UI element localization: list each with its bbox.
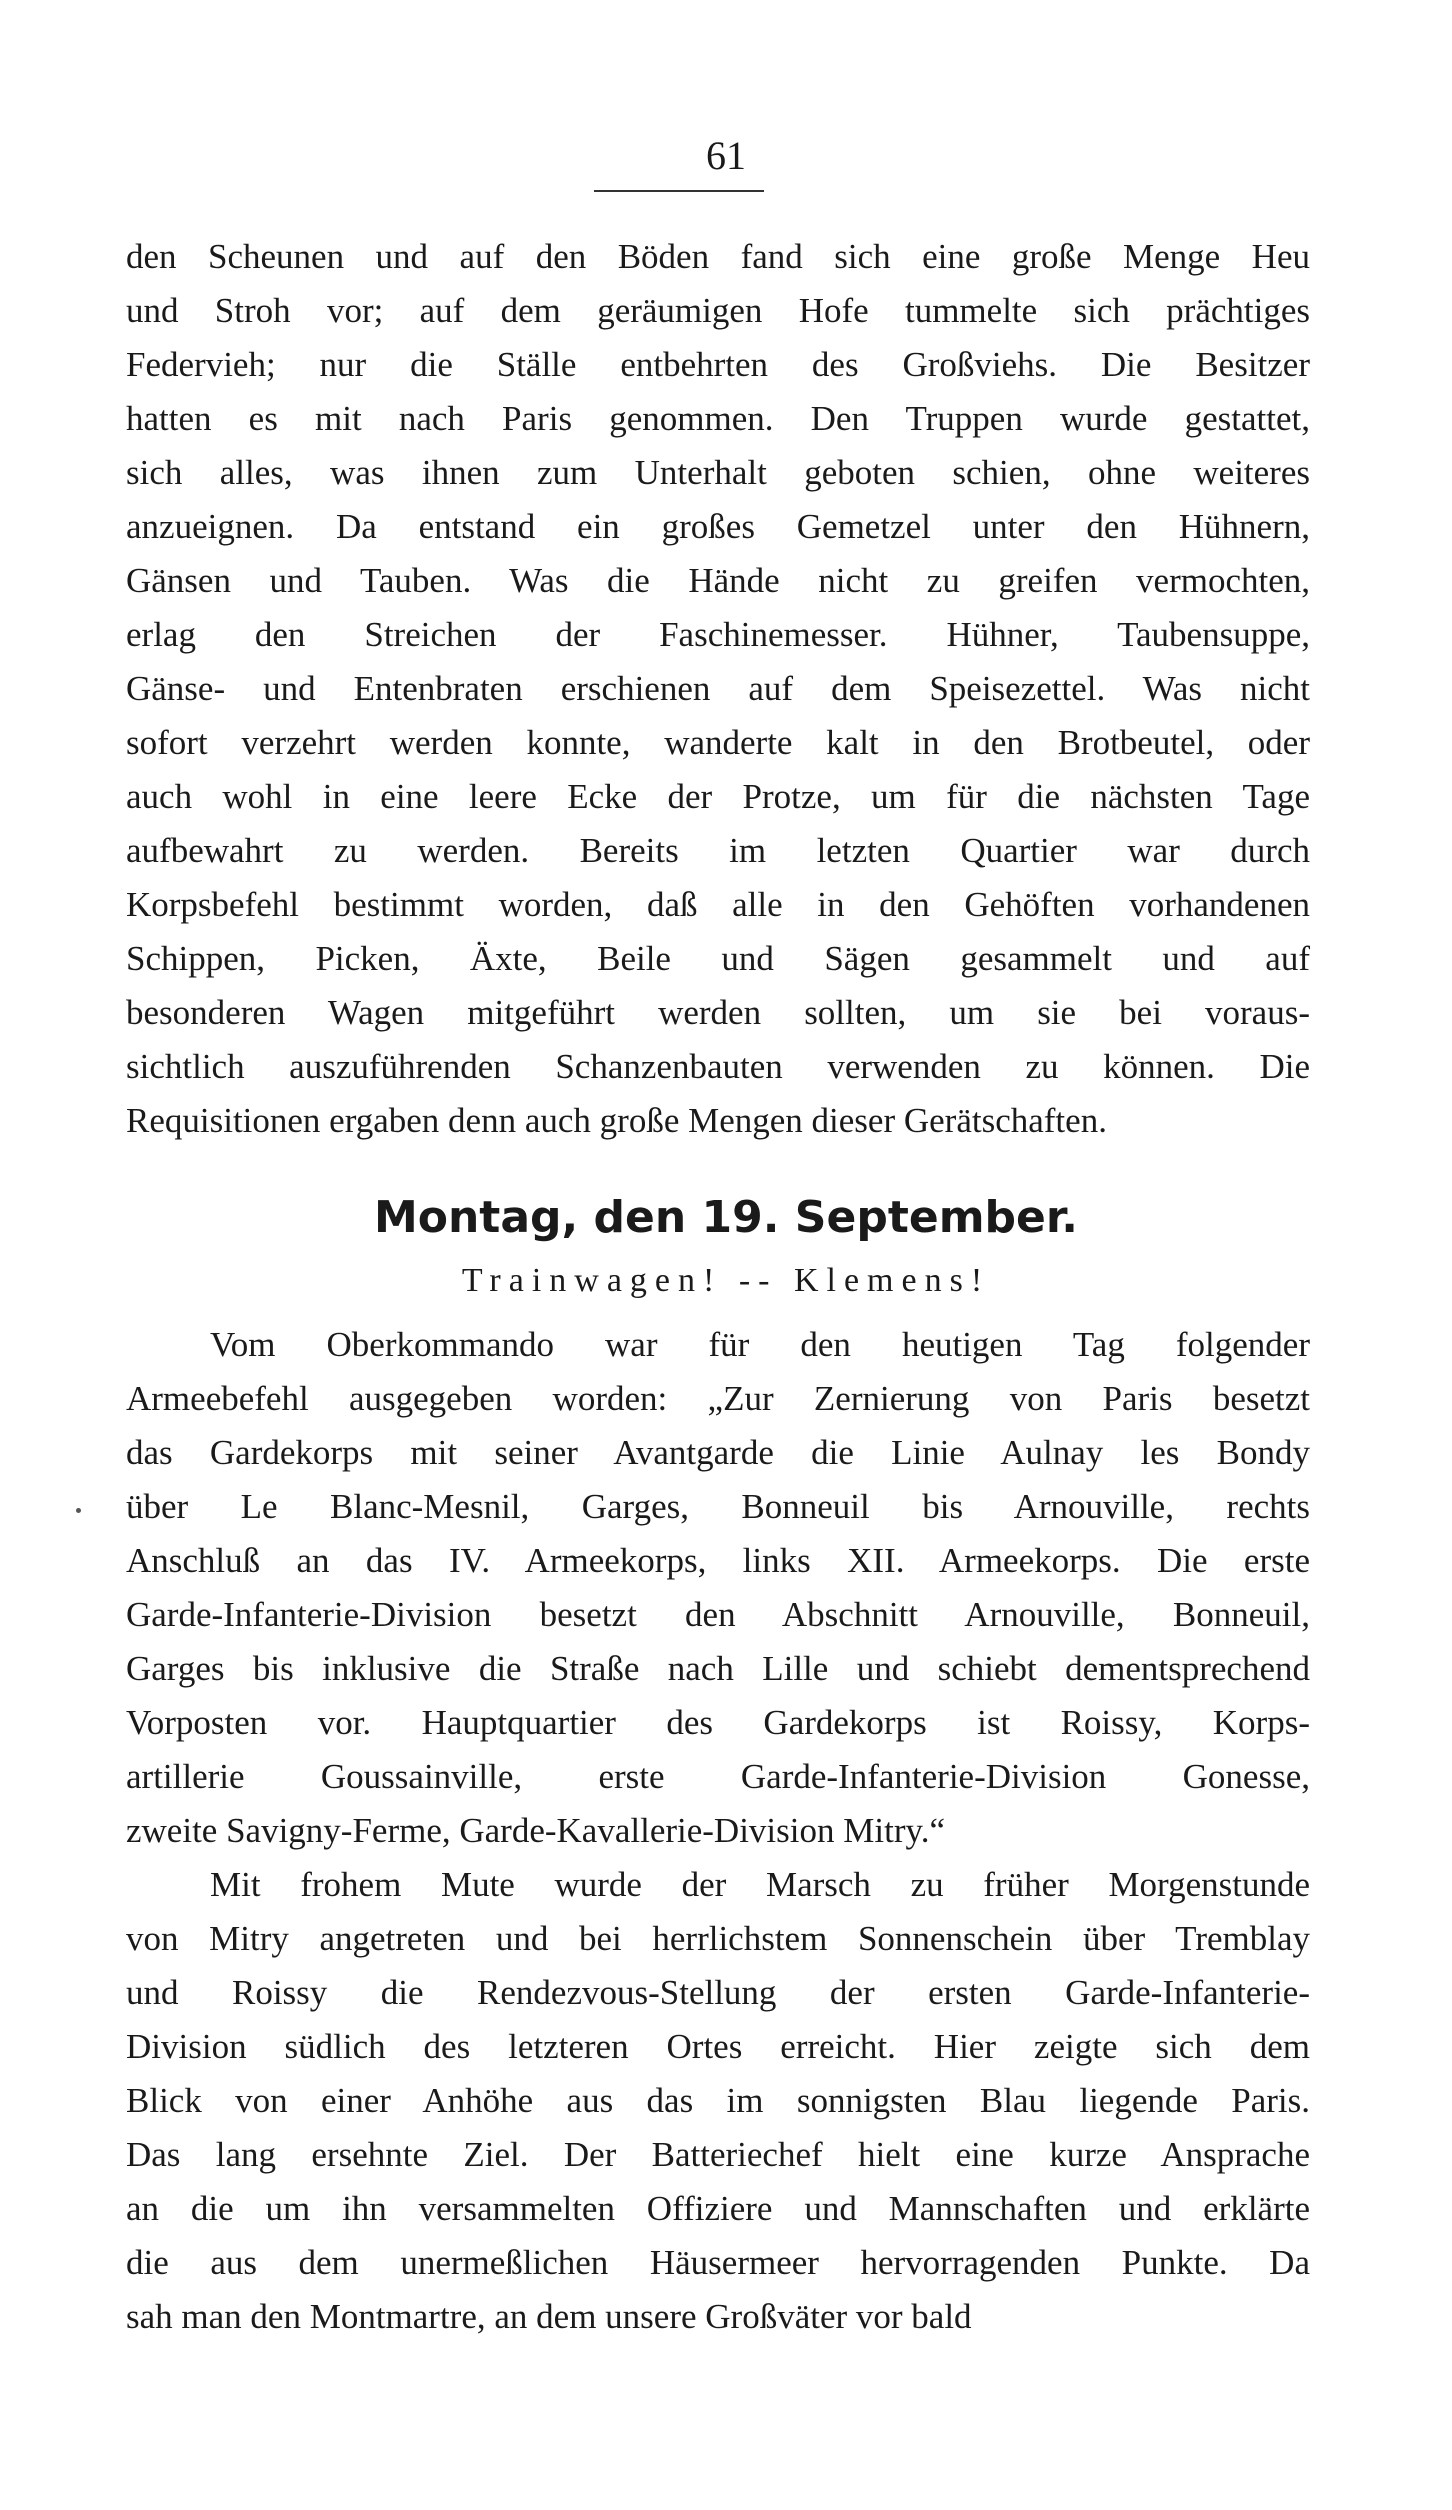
- paragraph-2: [126, 1318, 1310, 2344]
- text-line: Vorposten vor. Hauptquartier des Gardekorps ist Roissy, Korps-: [126, 1703, 1310, 1742]
- text-line: Division südlich des letzteren Ortes erreicht. Hier zeigte sich dem: [126, 2027, 1310, 2066]
- section-subheading: Trainwagen! -- Klemens!: [461, 1262, 991, 1299]
- text-line: erlag den Streichen der Faschinemesser. Hühner, Taubensuppe,: [126, 615, 1310, 654]
- paragraph-1: [126, 230, 1310, 1148]
- header-rule: [594, 190, 764, 192]
- text-line: den Scheunen und auf den Böden fand sich eine große Menge Heu: [126, 237, 1310, 276]
- text-line: Requisitionen ergaben denn auch große Mengen dieser Gerätschaften.: [126, 1101, 1107, 1140]
- text-line: an die um ihn versammelten Offiziere und Mannschaften und erklärte: [126, 2189, 1310, 2228]
- text-line: hatten es mit nach Paris genommen. Den Truppen wurde gestattet,: [126, 399, 1310, 438]
- text-line: sich alles, was ihnen zum Unterhalt geboten schien, ohne weiteres: [126, 453, 1310, 492]
- text-line: Korpsbefehl bestimmt worden, daß alle in den Gehöften vorhandenen: [126, 885, 1310, 924]
- text-line: anzueignen. Da entstand ein großes Gemetzel unter den Hühnern,: [126, 507, 1310, 546]
- text-line: sichtlich auszuführenden Schanzenbauten verwenden zu können. Die: [126, 1047, 1310, 1086]
- text-line: Federvieh; nur die Ställe entbehrten des Großviehs. Die Besitzer: [126, 345, 1310, 384]
- text-line: Anschluß an das IV. Armeekorps, links XII. Armeekorps. Die erste: [126, 1541, 1310, 1580]
- text-line: Garges bis inklusive die Straße nach Lille und schiebt dementsprechend: [126, 1649, 1310, 1688]
- text-line: sofort verzehrt werden konnte, wanderte kalt in den Brotbeutel, oder: [126, 723, 1310, 762]
- text-line: Vom Oberkommando war für den heutigen Tag folgender: [210, 1325, 1310, 1364]
- text-line: aufbewahrt zu werden. Bereits im letzten Quartier war durch: [126, 831, 1310, 870]
- text-line: Garde-Infanterie-Division besetzt den Abschnitt Arnouville, Bonneuil,: [126, 1595, 1310, 1634]
- text-line: das Gardekorps mit seiner Avantgarde die Linie Aulnay les Bondy: [126, 1433, 1310, 1472]
- section-heading: Montag, den 19. September.: [373, 1192, 1079, 1243]
- scan-speck: [76, 1508, 81, 1513]
- text-line: sah man den Montmartre, an dem unsere Großväter vor bald: [126, 2297, 972, 2336]
- text-line: Das lang ersehnte Ziel. Der Batteriechef hielt eine kurze Ansprache: [126, 2135, 1310, 2174]
- page-number: 61: [706, 133, 746, 178]
- text-line: Mit frohem Mute wurde der Marsch zu früher Morgenstunde: [210, 1865, 1310, 1904]
- text-line: zweite Savigny-Ferme, Garde-Kavallerie-Division Mitry.“: [126, 1811, 945, 1850]
- text-line: besonderen Wagen mitgeführt werden sollten, um sie bei voraus-: [126, 993, 1310, 1032]
- text-line: von Mitry angetreten und bei herrlichstem Sonnenschein über Tremblay: [126, 1919, 1310, 1958]
- text-line: auch wohl in eine leere Ecke der Protze, um für die nächsten Tage: [126, 777, 1310, 816]
- text-line: über Le Blanc-Mesnil, Garges, Bonneuil bis Arnouville, rechts: [126, 1487, 1310, 1526]
- text-line: Gänsen und Tauben. Was die Hände nicht zu greifen vermochten,: [126, 561, 1310, 600]
- text-line: und Roissy die Rendezvous-Stellung der ersten Garde-Infanterie-: [126, 1973, 1310, 2012]
- text-line: die aus dem unermeßlichen Häusermeer hervorragenden Punkte. Da: [126, 2243, 1310, 2282]
- text-line: artillerie Goussainville, erste Garde-Infanterie-Division Gonesse,: [126, 1757, 1310, 1796]
- text-line: Blick von einer Anhöhe aus das im sonnigsten Blau liegende Paris.: [126, 2081, 1310, 2120]
- text-line: Schippen, Picken, Äxte, Beile und Sägen gesammelt und auf: [126, 939, 1310, 978]
- text-line: Gänse- und Entenbraten erschienen auf dem Speisezettel. Was nicht: [126, 669, 1310, 708]
- text-line: und Stroh vor; auf dem geräumigen Hofe tummelte sich prächtiges: [126, 291, 1310, 330]
- text-line: Armeebefehl ausgegeben worden: „Zur Zernierung von Paris besetzt: [126, 1379, 1310, 1418]
